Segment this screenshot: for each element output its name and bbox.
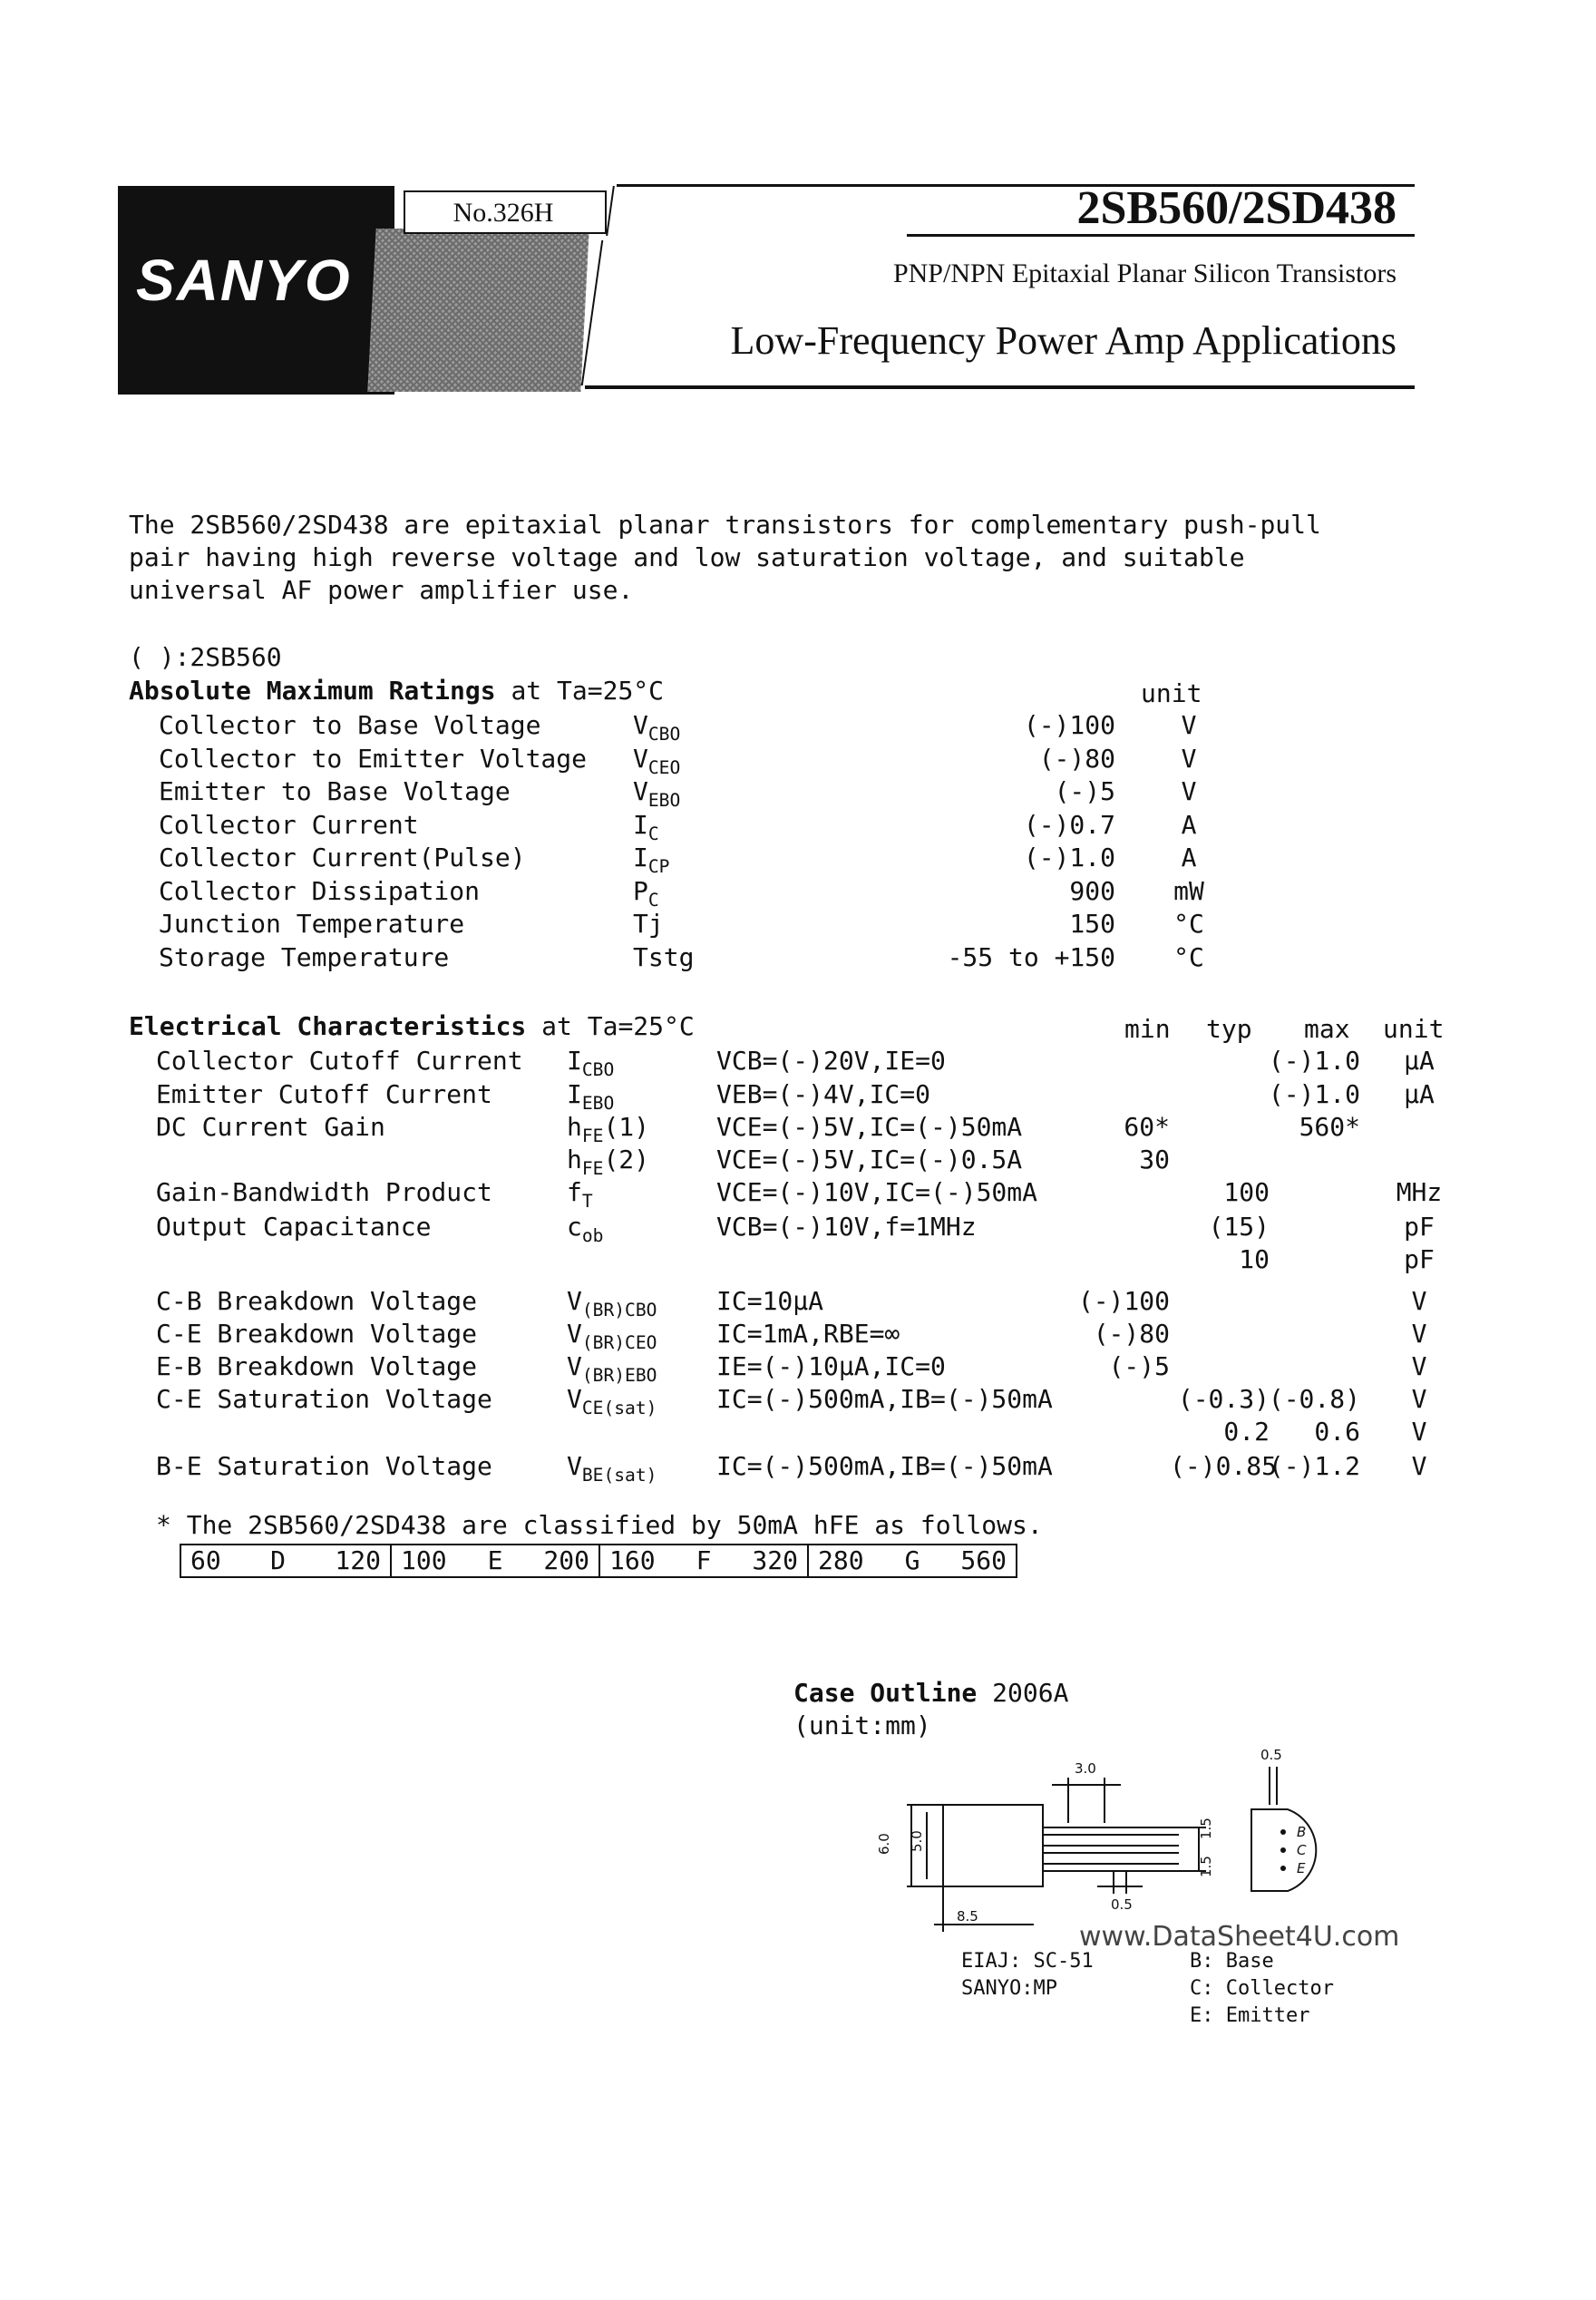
elec-condition: VCE=(-)5V,IC=(-)50mA — [716, 1112, 1023, 1142]
elec-symbol-sub: CE(sat) — [581, 1397, 657, 1418]
watermark: www.DataSheet4U.com — [1079, 1921, 1400, 1953]
elec-condition: IC=1mA,RBE=∞ — [716, 1319, 900, 1349]
abs-max-unit: V — [1181, 743, 1197, 774]
elec-symbol-sub: (BR)CEO — [581, 1331, 657, 1353]
elec-symbol-main: I — [567, 1046, 582, 1076]
abs-max-symbol — [633, 776, 681, 811]
elec-symbol-suffix: (2) — [603, 1145, 650, 1174]
elec-max: (-0.8) — [1268, 1384, 1360, 1414]
elec-symbol-main: V — [567, 1384, 582, 1414]
doc-number: No.326H — [453, 198, 554, 228]
case-title: Case Outline — [793, 1678, 978, 1708]
elec-unit: V — [1411, 1451, 1427, 1481]
elec-param: B-E Saturation Voltage — [156, 1451, 492, 1481]
rank-low: 60 — [190, 1545, 221, 1575]
header-rule-bottom — [585, 385, 1415, 389]
elec-header-unit: unit — [1383, 1014, 1445, 1044]
elec-symbol — [567, 1351, 657, 1386]
elec-header-min: min — [1124, 1014, 1171, 1044]
abs-max-symbol-main: V — [633, 710, 648, 740]
elec-param: C-B Breakdown Voltage — [156, 1286, 478, 1316]
part-number-title: 2SB560/2SD438 — [1076, 182, 1396, 234]
elec-symbol — [567, 1177, 593, 1212]
pin-e-label: E — [1297, 1860, 1306, 1876]
elec-header-typ: typ — [1206, 1014, 1252, 1044]
abs-max-symbol — [633, 942, 694, 972]
legend-emitter: E: Emitter — [1190, 2004, 1310, 2027]
brand-logo-text: SANYO — [136, 248, 352, 313]
rank-high: 560 — [960, 1545, 1007, 1575]
elec-max: (-)1.0 — [1268, 1079, 1360, 1109]
legend-base: B: Base — [1190, 1950, 1274, 1973]
abs-max-symbol-main: Tstg — [633, 941, 695, 972]
rank-high: 320 — [752, 1545, 798, 1575]
dim-8-5: 8.5 — [957, 1908, 978, 1925]
elec-symbol-main: V — [567, 1319, 582, 1349]
case-unit: (unit:mm) — [793, 1710, 931, 1740]
elec-unit: V — [1411, 1384, 1427, 1414]
elec-typ: 10 — [1239, 1244, 1270, 1274]
elec-condition: IC=10μA — [716, 1286, 824, 1316]
elec-typ: 0.2 — [1223, 1417, 1270, 1447]
elec-symbol-sub: FE — [581, 1125, 604, 1146]
abs-max-symbol-sub: CP — [647, 855, 670, 877]
elec-symbol-main: I — [567, 1079, 582, 1109]
case-heading — [793, 1678, 1068, 1708]
eiaj-code: EIAJ: SC-51 — [961, 1950, 1094, 1973]
paren-note: ( ):2SB560 — [129, 642, 282, 672]
elec-symbol-main: V — [567, 1351, 582, 1381]
rank-low: 280 — [818, 1545, 864, 1575]
elec-symbol-main: f — [567, 1177, 582, 1207]
elec-symbol-sub: (BR)EBO — [581, 1364, 657, 1386]
abs-max-symbol-sub: CEO — [647, 756, 681, 778]
elec-header-max: max — [1304, 1014, 1350, 1044]
elec-heading — [129, 1011, 695, 1041]
abs-max-heading — [129, 676, 664, 706]
elec-param: E-B Breakdown Voltage — [156, 1351, 478, 1381]
abs-max-unit: V — [1181, 776, 1197, 806]
elec-typ: (-)0.85 — [1170, 1451, 1278, 1481]
elec-condition: IE=(-)10μA,IC=0 — [716, 1351, 946, 1381]
pin-e-dot — [1280, 1866, 1286, 1871]
abs-max-symbol-main: I — [633, 843, 648, 872]
abs-max-param: Junction Temperature — [159, 909, 465, 939]
rank-table — [180, 1544, 1017, 1578]
elec-symbol — [567, 1384, 657, 1418]
abs-max-symbol — [633, 743, 681, 778]
abs-max-symbol-main: Tj — [633, 909, 664, 939]
elec-min: 30 — [1139, 1145, 1170, 1174]
application-title: Low-Frequency Power Amp Applications — [730, 318, 1396, 363]
abs-max-value: (-)80 — [1038, 743, 1115, 774]
abs-max-symbol-sub: CBO — [647, 723, 681, 745]
elec-unit: V — [1411, 1417, 1427, 1447]
elec-param: Gain-Bandwidth Product — [156, 1177, 492, 1207]
rank-low: 160 — [609, 1545, 656, 1575]
elec-unit: MHz — [1396, 1177, 1443, 1207]
elec-param: Output Capacitance — [156, 1212, 432, 1242]
abs-max-unit: mW — [1173, 875, 1204, 906]
abs-max-symbol-sub: EBO — [647, 789, 681, 811]
elec-symbol-sub: T — [581, 1190, 593, 1212]
elec-symbol — [567, 1046, 615, 1080]
rank-letter: F — [696, 1545, 712, 1575]
elec-symbol-main: h — [567, 1112, 582, 1142]
dim-1-5-a: 1.5 — [1198, 1818, 1214, 1839]
dim-3-0: 3.0 — [1075, 1760, 1096, 1777]
pin-c-label: C — [1297, 1842, 1307, 1858]
elec-unit: μA — [1404, 1046, 1435, 1076]
elec-title: Electrical Characteristics — [129, 1011, 527, 1041]
classification-note: * The 2SB560/2SD438 are classified by 50mA hFE as follows. — [156, 1510, 1043, 1540]
abs-max-symbol — [633, 909, 664, 939]
elec-symbol-suffix: (1) — [603, 1112, 650, 1142]
abs-max-value: (-)1.0 — [1023, 843, 1115, 872]
dim-1-5-b: 1.5 — [1198, 1856, 1214, 1877]
intro-line-2: pair having high reverse voltage and low saturation voltage, and suitable — [129, 542, 1245, 572]
elec-symbol — [567, 1451, 657, 1486]
elec-param: Collector Cutoff Current — [156, 1046, 523, 1076]
dim-6-0: 6.0 — [876, 1833, 892, 1855]
rank-cell — [807, 1545, 1016, 1576]
device-subtitle: PNP/NPN Epitaxial Planar Silicon Transistors — [892, 258, 1396, 288]
rank-letter: D — [270, 1545, 286, 1575]
elec-symbol — [567, 1319, 657, 1353]
elec-symbol-main: c — [567, 1212, 582, 1242]
elec-symbol — [567, 1145, 650, 1179]
elec-condition: VCE=(-)5V,IC=(-)0.5A — [716, 1145, 1023, 1174]
abs-max-symbol-sub: C — [647, 823, 659, 844]
elec-condition: at Ta=25°C — [541, 1011, 695, 1041]
sanyo-code: SANYO:MP — [961, 1977, 1057, 2000]
intro-line-1: The 2SB560/2SD438 are epitaxial planar transistors for complementary push-pull — [129, 510, 1321, 540]
elec-unit: V — [1411, 1319, 1427, 1349]
elec-symbol-sub: ob — [581, 1224, 604, 1246]
elec-param: Emitter Cutoff Current — [156, 1079, 492, 1109]
elec-max: (-)1.0 — [1268, 1046, 1360, 1076]
elec-unit: pF — [1404, 1244, 1435, 1274]
header-hatch-pattern — [367, 229, 589, 392]
abs-max-unit-header: unit — [1141, 678, 1202, 708]
rank-letter: G — [904, 1545, 920, 1575]
abs-max-param: Collector Dissipation — [159, 875, 481, 906]
case-outline-drawing — [871, 1741, 1415, 1950]
elec-symbol-main: V — [567, 1451, 582, 1481]
abs-max-value: (-)0.7 — [1023, 809, 1115, 840]
abs-max-param: Storage Temperature — [159, 941, 450, 972]
abs-max-symbol-sub: C — [647, 889, 659, 911]
abs-max-unit: V — [1181, 710, 1197, 740]
rank-cell — [181, 1545, 390, 1576]
abs-max-symbol-main: P — [633, 875, 648, 906]
abs-max-unit: A — [1181, 843, 1197, 872]
elec-typ: (-0.3) — [1177, 1384, 1270, 1414]
rank-low: 100 — [401, 1545, 447, 1575]
elec-typ: 100 — [1223, 1177, 1270, 1207]
elec-min: 60* — [1124, 1112, 1170, 1142]
elec-symbol-sub: (BR)CBO — [581, 1299, 657, 1321]
abs-max-param: Collector Current — [159, 809, 419, 840]
transistor-body — [943, 1805, 1043, 1886]
dim-0-5-top: 0.5 — [1260, 1747, 1282, 1763]
elec-symbol — [567, 1212, 604, 1246]
elec-condition: IC=(-)500mA,IB=(-)50mA — [716, 1384, 1053, 1414]
abs-max-value: 150 — [1069, 909, 1115, 939]
abs-max-symbol — [633, 875, 659, 911]
elec-symbol-main: V — [567, 1286, 582, 1316]
elec-max: (-)1.2 — [1268, 1451, 1360, 1481]
abs-max-value: (-)5 — [1054, 776, 1115, 806]
rank-letter: E — [487, 1545, 503, 1575]
elec-condition: VEB=(-)4V,IC=0 — [716, 1079, 931, 1109]
elec-symbol — [567, 1079, 615, 1114]
elec-unit: V — [1411, 1286, 1427, 1316]
abs-max-unit: °C — [1173, 941, 1204, 972]
abs-max-param: Collector to Base Voltage — [159, 710, 541, 740]
abs-max-symbol-main: I — [633, 809, 648, 840]
elec-symbol-sub: FE — [581, 1157, 604, 1179]
abs-max-symbol-main: V — [633, 776, 648, 806]
elec-min: (-)5 — [1108, 1351, 1170, 1381]
elec-symbol-sub: BE(sat) — [581, 1464, 657, 1486]
legend-collector: C: Collector — [1190, 1977, 1334, 2000]
rank-high: 120 — [335, 1545, 381, 1575]
elec-max: 0.6 — [1314, 1417, 1360, 1447]
case-code: 2006A — [992, 1678, 1069, 1708]
abs-max-symbol-main: V — [633, 743, 648, 774]
abs-max-unit: °C — [1173, 909, 1204, 939]
pin-c-dot — [1280, 1847, 1286, 1853]
intro-line-3: universal AF power amplifier use. — [129, 575, 634, 605]
elec-condition: IC=(-)500mA,IB=(-)50mA — [716, 1451, 1053, 1481]
elec-unit: μA — [1404, 1079, 1435, 1109]
abs-max-title: Absolute Maximum Ratings — [129, 676, 496, 706]
abs-max-symbol — [633, 843, 670, 877]
abs-max-unit: A — [1181, 809, 1197, 840]
rank-cell — [598, 1545, 807, 1576]
elec-unit: pF — [1404, 1212, 1435, 1242]
elec-min: (-)80 — [1093, 1319, 1170, 1349]
header-divider-1 — [606, 186, 615, 236]
elec-min: (-)100 — [1077, 1286, 1170, 1316]
rank-cell — [390, 1545, 598, 1576]
abs-max-param: Emitter to Base Voltage — [159, 776, 511, 806]
dim-0-5-lead: 0.5 — [1111, 1896, 1133, 1913]
elec-symbol — [567, 1286, 657, 1321]
abs-max-value: (-)100 — [1023, 710, 1115, 740]
elec-condition: VCE=(-)10V,IC=(-)50mA — [716, 1177, 1038, 1207]
elec-param: C-E Breakdown Voltage — [156, 1319, 478, 1349]
elec-typ: (15) — [1208, 1212, 1270, 1242]
elec-symbol-main: h — [567, 1145, 582, 1174]
abs-max-param: Collector to Emitter Voltage — [159, 743, 588, 774]
elec-condition: VCB=(-)20V,IE=0 — [716, 1046, 946, 1076]
elec-unit: V — [1411, 1351, 1427, 1381]
rank-high: 200 — [543, 1545, 589, 1575]
elec-symbol-sub: CBO — [581, 1058, 615, 1080]
elec-max: 560* — [1299, 1112, 1360, 1142]
abs-max-value: -55 to +150 — [947, 941, 1115, 972]
abs-max-symbol — [633, 809, 659, 844]
elec-param: C-E Saturation Voltage — [156, 1384, 492, 1414]
elec-param: DC Current Gain — [156, 1112, 385, 1142]
elec-symbol — [567, 1112, 650, 1146]
elec-condition: VCB=(-)10V,f=1MHz — [716, 1212, 977, 1242]
dim-5-0: 5.0 — [909, 1830, 925, 1852]
abs-max-value: 900 — [1069, 875, 1115, 906]
elec-symbol-sub: EBO — [581, 1092, 615, 1114]
pin-b-label: B — [1297, 1824, 1307, 1840]
abs-max-condition: at Ta=25°C — [511, 676, 665, 706]
abs-max-symbol — [633, 710, 681, 745]
abs-max-param: Collector Current(Pulse) — [159, 843, 526, 872]
pin-b-dot — [1280, 1829, 1286, 1835]
